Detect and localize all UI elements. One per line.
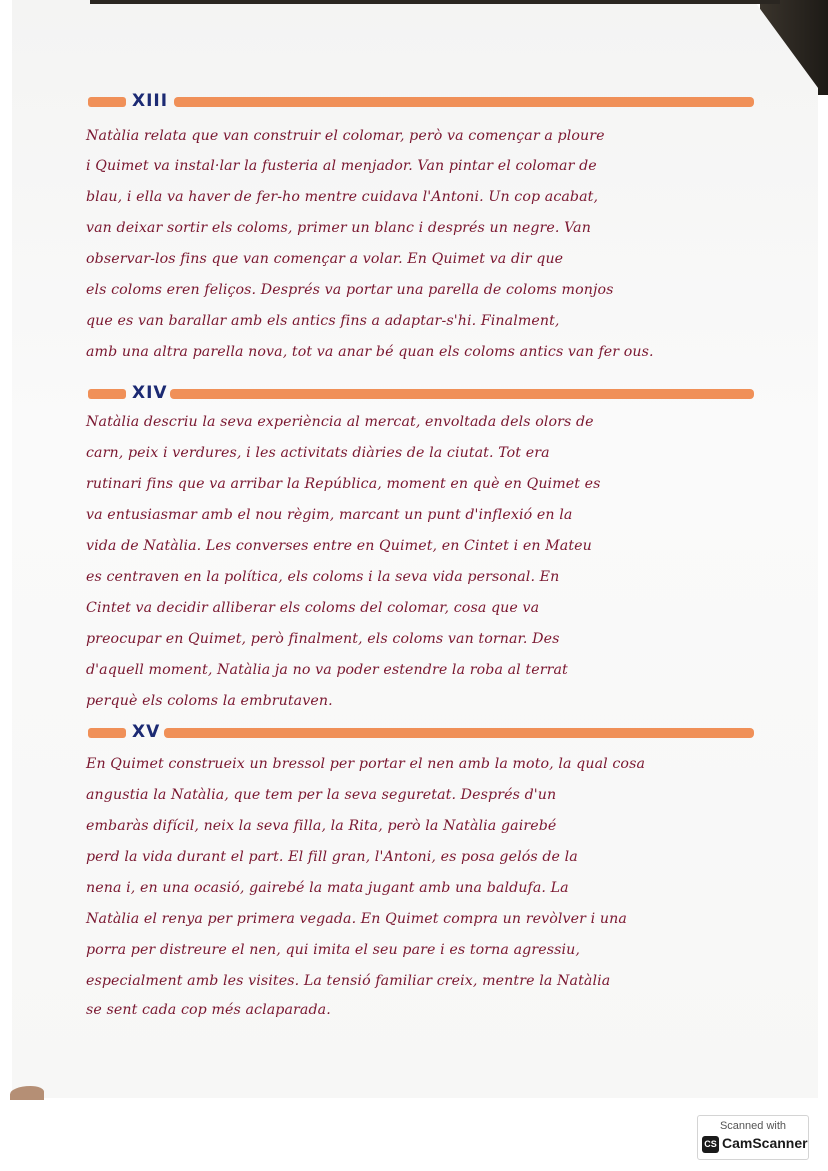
section-numeral: XIV [132,383,168,403]
watermark-name: CamScanner [722,1135,808,1151]
text-line: perd la vida durant el part. El fill gran, l'Antoni, es posa gelós de la [86,849,578,865]
text-line: i Quimet va instal·lar la fusteria al menjador. Van pintar el colomar de [86,158,597,174]
text-line: que es van barallar amb els antics fins a adaptar-s'hi. Finalment, [86,313,560,329]
watermark-caption: Scanned with [719,1120,787,1132]
text-line: carn, peix i verdures, i les activitats diàries de la ciutat. Tot era [86,445,550,461]
text-line: angustia la Natàlia, que tem per la seva seguretat. Després d'un [86,787,557,803]
text-line: va entusiasmar amb el nou règim, marcant un punt d'inflexió en la [86,507,573,523]
text-line: embaràs difícil, neix la seva filla, la Rita, però la Natàlia gairebé [86,818,557,834]
section-header-xiii [88,91,754,111]
text-line: porra per distreure el nen, qui imita el seu pare i es torna agressiu, [86,942,580,958]
text-line: Cintet va decidir alliberar els coloms del colomar, cosa que va [86,600,540,616]
text-line: se sent cada cop més aclaparada. [86,1002,331,1018]
highlight-mark [88,389,126,399]
highlight-mark [88,97,126,107]
highlight-bar [170,389,754,399]
text-line: d'aquell moment, Natàlia ja no va poder estendre la roba al terrat [86,662,568,678]
text-line: Natàlia descriu la seva experiència al mercat, envoltada dels olors de [86,414,594,430]
text-line: blau, i ella va haver de fer-ho mentre cuidava l'Antoni. Un cop acabat, [86,189,599,205]
text-line: amb una altra parella nova, tot va anar bé quan els coloms antics van fer ous. [86,344,654,360]
section-header-xiv [88,383,754,403]
text-line: Natàlia el renya per primera vegada. En Quimet compra un revòlver i una [86,911,627,927]
text-line: rutinari fins que va arribar la República, moment en què en Quimet es [86,476,601,492]
text-line: perquè els coloms la embrutaven. [86,693,333,709]
highlight-mark [88,728,126,738]
text-line: nena i, en una ocasió, gairebé la mata jugant amb una baldufa. La [86,880,569,896]
text-line: especialment amb les visites. La tensió familiar creix, mentre la Natàlia [86,973,611,989]
text-line: preocupar en Quimet, però finalment, els coloms van tornar. Des [86,631,560,647]
camscanner-logo-icon: CS [702,1136,719,1153]
camscanner-watermark [697,1115,809,1160]
thumb-edge [10,1086,44,1100]
section-numeral: XIII [132,91,169,111]
scan-top-edge [90,0,780,4]
section-numeral: XV [132,722,161,742]
section-header-xv [88,722,754,742]
highlight-bar [164,728,754,738]
text-line: els coloms eren feliços. Després va portar una parella de coloms monjos [86,282,614,298]
text-line: es centraven en la política, els coloms i la seva vida personal. En [86,569,560,585]
text-line: van deixar sortir els coloms, primer un blanc i després un negre. Van [86,220,591,236]
text-line: observar-los fins que van començar a volar. En Quimet va dir que [86,251,564,267]
text-line: vida de Natàlia. Les converses entre en Quimet, en Cintet i en Mateu [86,538,592,554]
text-line: Natàlia relata que van construir el colomar, però va començar a ploure [86,128,605,144]
text-line: En Quimet construeix un bressol per portar el nen amb la moto, la qual cosa [86,756,646,772]
highlight-bar [174,97,754,107]
